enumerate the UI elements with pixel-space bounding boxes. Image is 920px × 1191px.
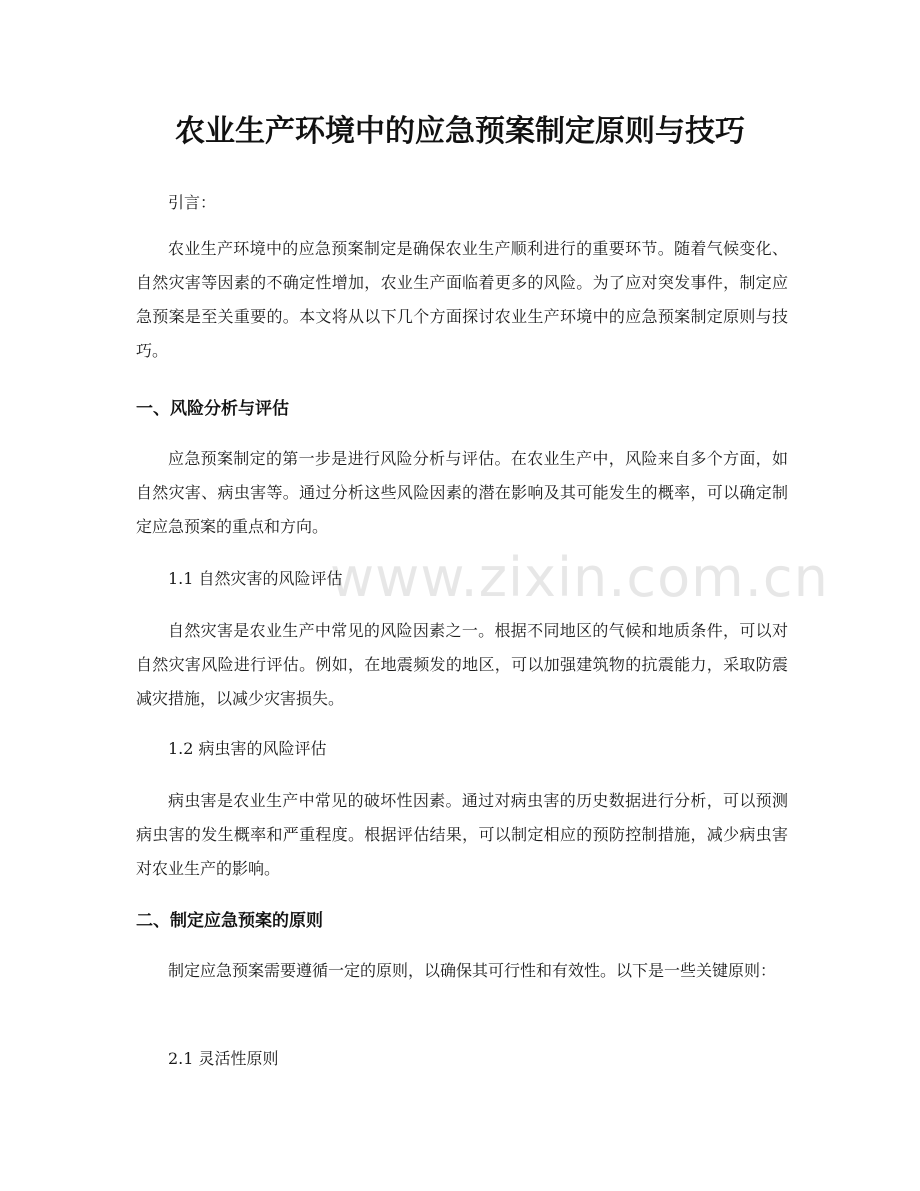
intro-paragraph: 农业生产环境中的应急预案制定是确保农业生产顺利进行的重要环节。随着气候变化、自然灾害等因素的不确定性增加，农业生产面临着更多的风险。为了应对突发事件，制定应急预案是至关重要的。本文将从以下几个方面探讨农业生产环境中的应急预案制定原则与技巧。 [136, 239, 788, 360]
intro-label: 引言： [168, 193, 217, 212]
document-title: 农业生产环境中的应急预案制定原则与技巧 [175, 114, 745, 149]
section-1-paragraph: 应急预案制定的第一步是进行风险分析与评估。在农业生产中，风险来自多个方面，如自然灾害、病虫害等。通过分析这些风险因素的潜在影响及其可能发生的概率，可以确定制定应急预案的重点和方向。 [136, 449, 788, 536]
section-1-heading: 一、风险分析与评估 [136, 399, 289, 419]
subsection-1-2-heading: 1.2 病虫害的风险评估 [168, 739, 327, 758]
subsection-1-1-heading: 1.1 自然灾害的风险评估 [168, 569, 343, 588]
watermark-text: www.zixin.com.cn [330, 546, 829, 609]
subsection-2-1-heading: 2.1 灵活性原则 [168, 1049, 279, 1068]
section-2-heading: 二、制定应急预案的原则 [136, 911, 323, 931]
subsection-1-2-paragraph: 病虫害是农业生产中常见的破坏性因素。通过对病虫害的历史数据进行分析，可以预测病虫害的发生概率和严重程度。根据评估结果，可以制定相应的预防控制措施，减少病虫害对农业生产的影响。 [136, 791, 788, 878]
section-2-paragraph: 制定应急预案需要遵循一定的原则，以确保其可行性和有效性。以下是一些关键原则： [168, 961, 777, 980]
subsection-1-1-paragraph: 自然灾害是农业生产中常见的风险因素之一。根据不同地区的气候和地质条件，可以对自然灾害风险进行评估。例如，在地震频发的地区，可以加强建筑物的抗震能力，采取防震减灾措施，以减少灾害损失。 [136, 621, 788, 708]
